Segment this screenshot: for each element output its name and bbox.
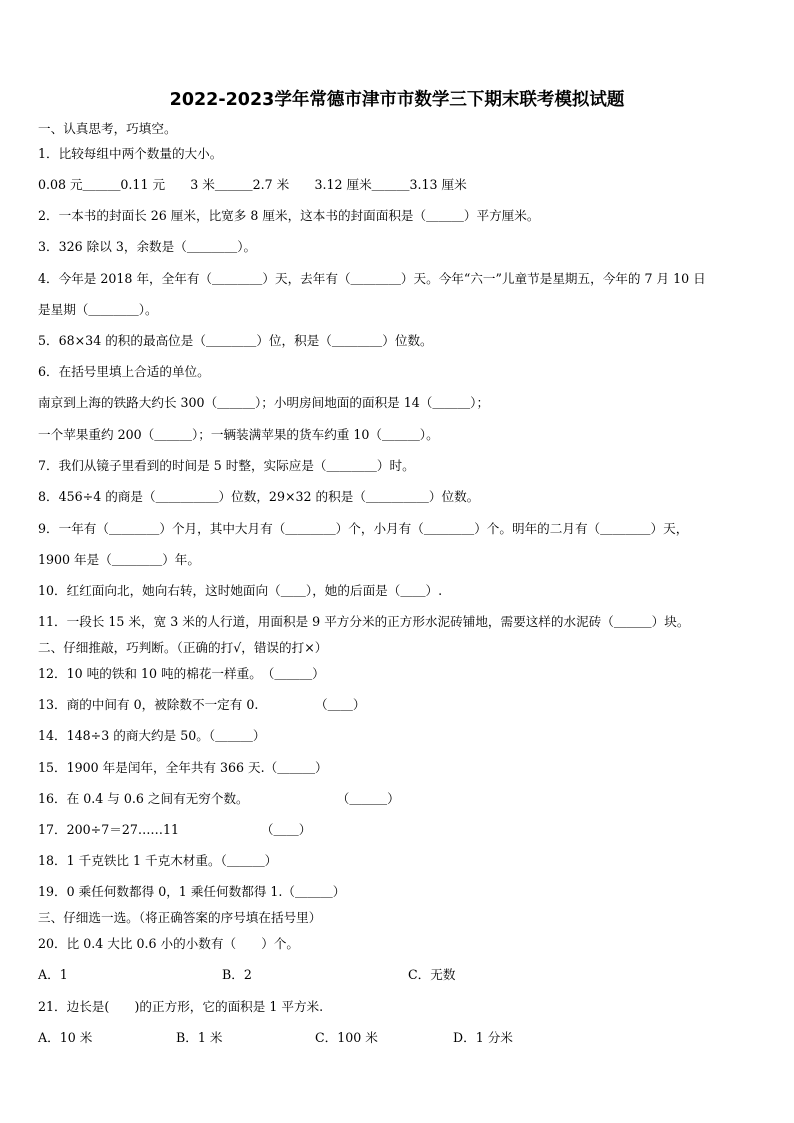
q21-option-d: D．1 分米 [453,1030,513,1045]
question-6-line-2: 一个苹果重约 200（＿＿＿）；一辆装满苹果的货车约重 10（＿＿＿）。 [38,427,439,442]
q20-option-c: C．无数 [408,967,456,982]
question-2: 2．一本书的封面长 26 厘米，比宽多 8 厘米，这本书的封面面积是（＿＿＿）平方厘米。 [38,208,540,223]
question-20: 20．比 0.4 大比 0.6 小的小数有（ ）个。 [38,936,300,951]
q21-option-c: C．100 米 [315,1030,378,1045]
question-7: 7．我们从镜子里看到的时间是 5 时整，实际应是（＿＿＿＿）时。 [38,458,415,473]
question-6-line-1: 南京到上海的铁路大约长 300（＿＿＿）；小明房间地面的面积是 14（＿＿＿）； [38,395,490,410]
question-18: 18．1 千克铁比 1 千克木材重。（＿＿＿） [38,853,278,868]
question-4: 4．今年是 2018 年，全年有（＿＿＿＿）天，去年有（＿＿＿＿）天。今年“六一”儿童节是星期五，今年的 7 月 10 日 [38,271,706,286]
question-17: 17．200÷7＝27……11 （＿＿） [38,822,312,837]
question-1-items: 0.08 元＿＿＿0.11 元 3 米＿＿＿2.7 米 3.12 厘米＿＿＿3.13 厘米 [38,177,467,192]
question-11: 11．一段长 15 米，宽 3 米的人行道，用面积是 9 平方分米的正方形水泥砖铺地，需要这样的水泥砖（＿＿＿）块。 [38,614,690,629]
question-3: 3．326 除以 3，余数是（＿＿＿＿）。 [38,239,257,254]
question-15: 15．1900 年是闰年，全年共有 366 天.（＿＿＿） [38,760,328,775]
question-19: 19．0 乘任何数都得 0，1 乘任何数都得 1.（＿＿＿） [38,884,346,899]
question-12: 12．10 吨的铁和 10 吨的棉花一样重。 （＿＿＿） [38,666,325,681]
q21-option-a: A．10 米 [38,1030,93,1045]
question-1: 1．比较每组中两个数量的大小。 [38,146,223,161]
q21-option-b: B．1 米 [176,1030,223,1045]
section-heading-2: 二、仔细推敲，巧判断。（正确的打√，错误的打×） [38,640,328,655]
question-8: 8．456÷4 的商是（＿＿＿＿＿）位数，29×32 的积是（＿＿＿＿＿）位数。 [38,489,480,504]
question-6: 6．在括号里填上合适的单位。 [38,364,210,379]
question-13: 13．商的中间有 0，被除数不一定有 0. （＿＿） [38,697,366,712]
question-4-cont: 是星期（＿＿＿＿）。 [38,302,158,317]
q20-option-a: A．1 [38,967,68,982]
question-9-cont: 1900 年是（＿＿＿＿）年。 [38,552,200,567]
q20-option-b: B．2 [222,967,252,982]
question-14: 14．148÷3 的商大约是 50。（＿＿＿） [38,728,266,743]
question-10: 10．红红面向北，她向右转，这时她面向（＿＿），她的后面是（＿＿）. [38,583,443,598]
question-21: 21．边长是( )的正方形，它的面积是 1 平方米. [38,999,324,1014]
question-9: 9．一年有（＿＿＿＿）个月，其中大月有（＿＿＿＿）个，小月有（＿＿＿＿）个。明年的二月有（＿＿＿＿）天， [38,521,689,536]
section-heading-3: 三、仔细选一选。（将正确答案的序号填在括号里） [38,910,322,925]
section-heading-1: 一、认真思考，巧填空。 [38,121,177,136]
page-title: 2022-2023学年常德市津市市数学三下期末联考模拟试题 [169,90,625,110]
question-16: 16．在 0.4 与 0.6 之间有无穷个数。 （＿＿＿） [38,791,400,806]
question-5: 5．68×34 的积的最高位是（＿＿＿＿）位，积是（＿＿＿＿）位数。 [38,333,433,348]
